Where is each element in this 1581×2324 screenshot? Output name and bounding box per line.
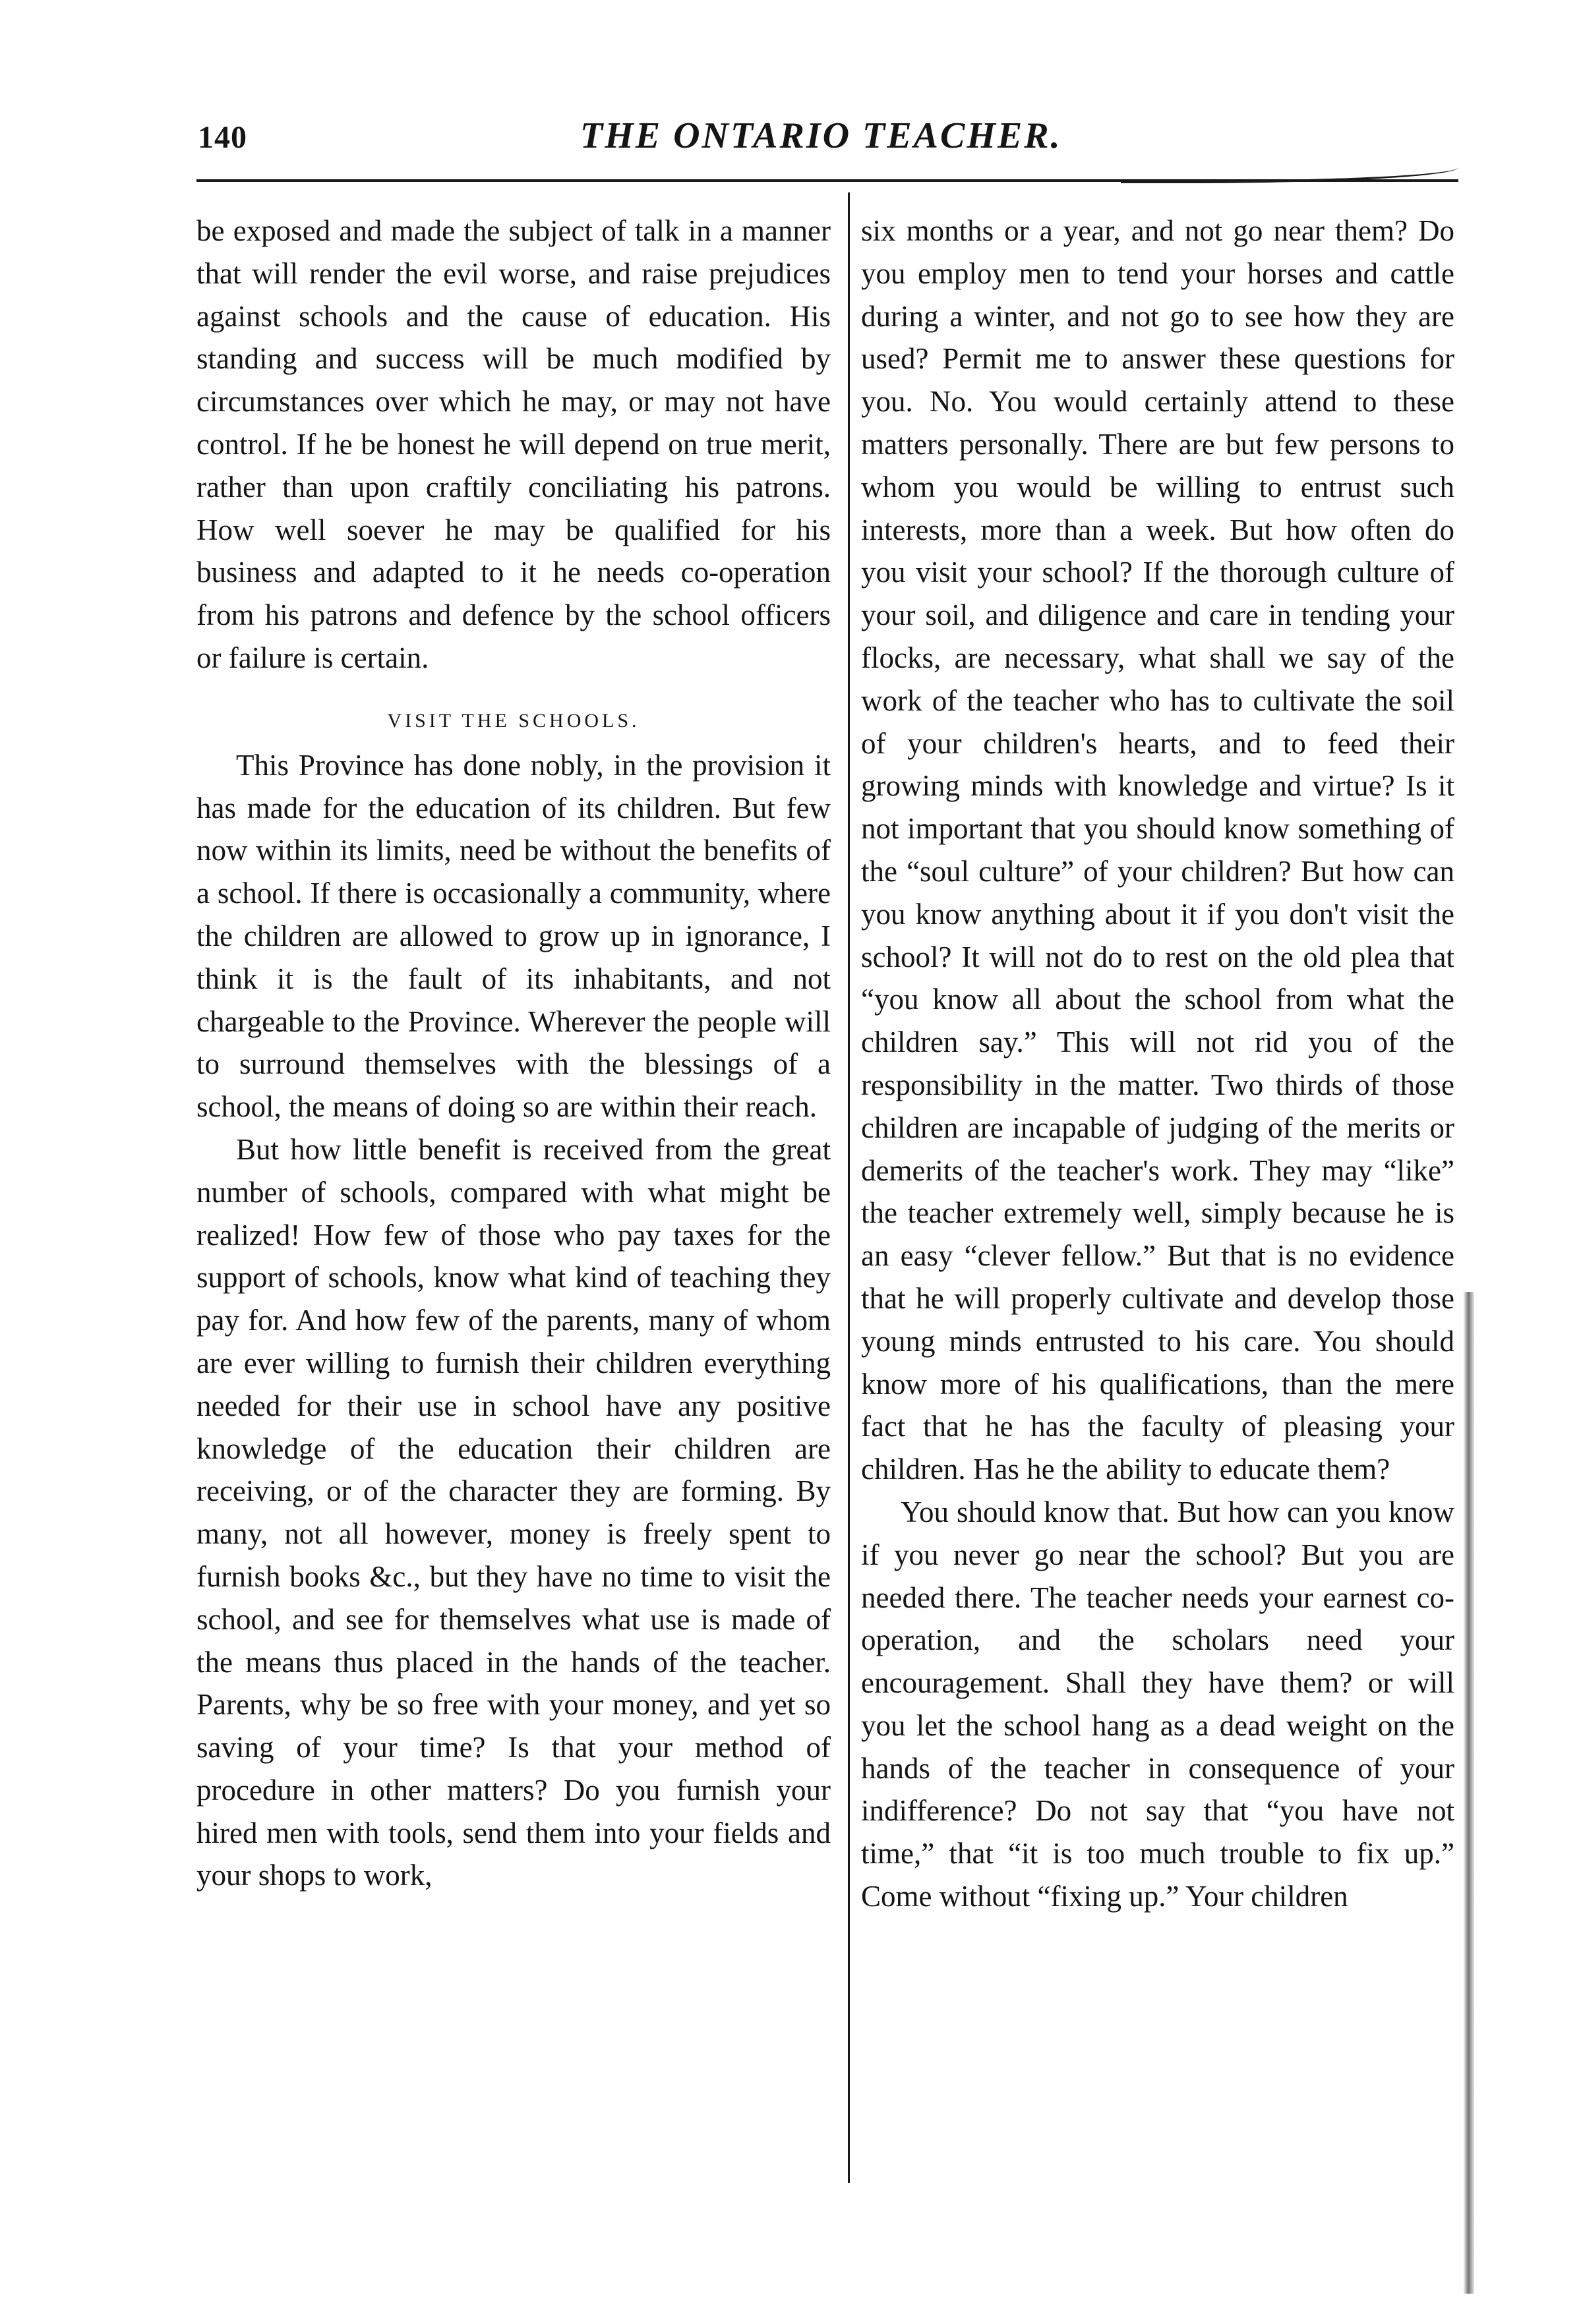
- running-head: THE ONTARIO TEACHER.: [580, 115, 1062, 156]
- left-paragraph-3: But how little benefit is received from the great number of schools, compared with what might be realized! How few of those who pay taxes for the support of schools, know what kind of teaching they pay for. And how few of the parents, many of whom are ever willing to furnish their children everything needed for their use in school have any positive knowledge of the education their children are receiving, or of the character they are forming. By many, not all however, money is freely spent to furnish books &c., but they have no time to visit the school, and see for themselves what use is made of the means thus placed in the hands of the teacher. Parents, why be so free with your money, and yet so saving of your time? Is that your method of procedure in other matters? Do you furnish your hired men with tools, send them into your fields and your shops to work,: [196, 1132, 831, 1892]
- left-paragraph-1: be exposed and made the subject of talk in a manner that will render the evil worse, and raise prejudices against schools and the cause of education. His standing and success will be much modified by circumstances over which he may, or may not have control. If he be honest he will depend on true merit, rather than upon craftily conciliating his patrons. How well soever he may be qualified for his business and adapted to it he needs co-operation from his patrons and defence by the school officers or failure is certain.: [196, 214, 831, 674]
- right-paragraph-2: You should know that. But how can you know if you never go near the school? But you are needed there. The teacher needs your earnest co-operation, and the scholars need your encouragement. Shall they have them? or will you let the school hang as a dead weight on the hands of the teacher in consequence of your indifference? Do not say that “you have not time,” that “it is too much trouble to fix up.” Come without “fixing up.” Your children: [861, 1495, 1454, 1913]
- left-column: [196, 210, 831, 1897]
- left-paragraph-2: This Province has done nobly, in the provision it has made for the education of its children. But few now within its limits, need be without the benefits of a school. If there is occasionally a community, where the children are allowed to grow up in ignorance, I think it is the fault of its inhabitants, and not chargeable to the Province. Wherever the people will to surround themselves with the blessings of a school, the means of doing so are within their reach.: [196, 748, 831, 1124]
- column-divider: [848, 192, 850, 2183]
- right-column: [861, 210, 1454, 1918]
- right-paragraph-1: six months or a year, and not go near them? Do you employ men to tend your horses and cattle during a winter, and not go to see how they are used? Permit me to answer these questions for you. No. You would certainly attend to these matters personally. There are but few persons to whom you would be willing to entrust such interests, more than a week. But how often do you visit your school? If the thorough culture of your soil, and diligence and care in tending your flocks, are necessary, what shall we say of the work of the teacher who has to cultivate the soil of your children's hearts, and to feed their growing minds with knowledge and virtue? Is it not important that you should know something of the “soul culture” of your children? But how can you know anything about it if you don't visit the school? It will not do to rest on the old plea that “you know all about the school from what the children say.” This will not rid you of the responsibility in the matter. Two thirds of those children are incapable of judging of the merits or demerits of the teacher's work. They may “like” the teacher extremely well, simply because he is an easy “clever fellow.” But that is no evidence that he will properly cultivate and develop those young minds entrusted to his care. You should know more of his qualifications, than the mere fact that he has the faculty of pleasing your children. Has he the ability to educate them?: [861, 214, 1454, 1486]
- binding-shadow: [1464, 1292, 1474, 2294]
- page-number: 140: [198, 120, 247, 155]
- section-heading: VISIT THE SCHOOLS.: [387, 709, 640, 732]
